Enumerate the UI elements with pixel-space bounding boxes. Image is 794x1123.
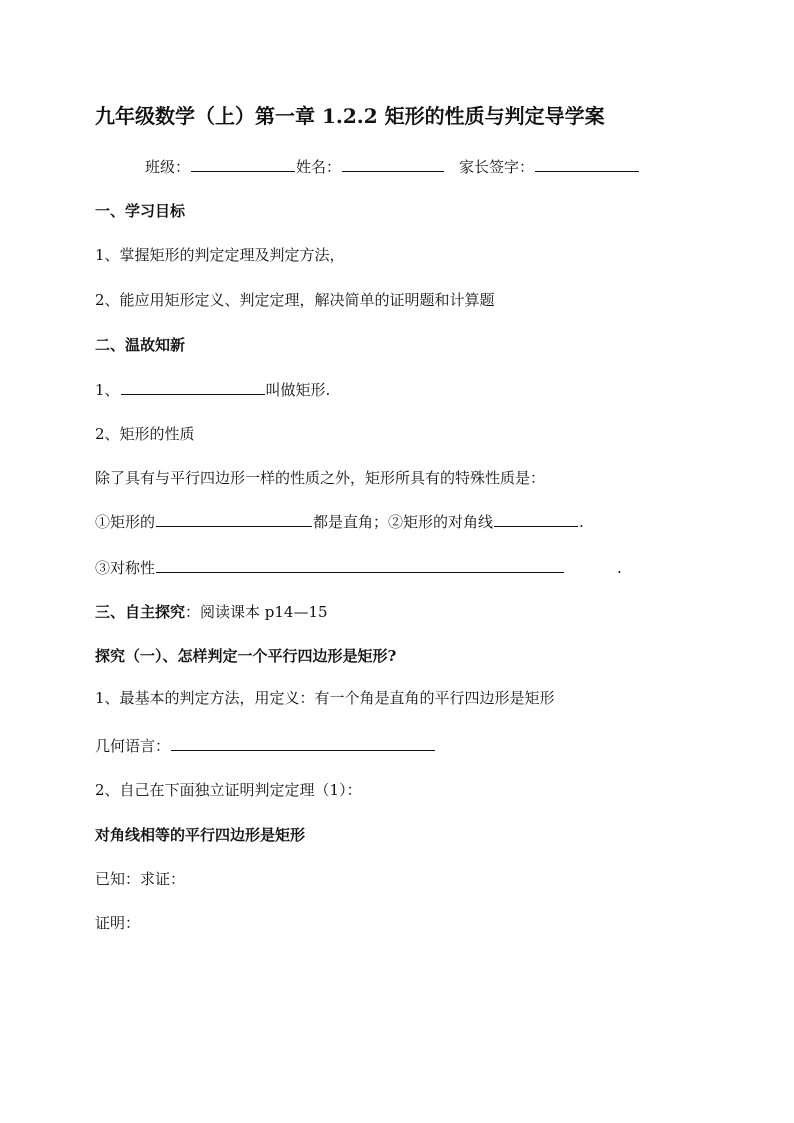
q1-prefix: 1、	[95, 381, 120, 399]
explore-item-2: 2、自己在下面独立证明判定定理（1）：	[95, 781, 362, 799]
parent-signature-blank[interactable]	[535, 157, 639, 172]
class-label: 班级：	[145, 158, 191, 176]
section-3-reading: ：阅读课本 p14—15	[185, 603, 328, 621]
geometry-language-blank[interactable]	[171, 736, 435, 751]
q1-blank[interactable]	[121, 380, 265, 395]
q1-suffix: 叫做矩形.	[265, 381, 331, 399]
section-3-title: 三、自主探究	[95, 603, 186, 621]
section-3-heading	[95, 602, 328, 622]
property-1-text: ①矩形的	[95, 513, 156, 531]
property-3-blank[interactable]	[156, 558, 564, 573]
property-3-text: ③对称性	[95, 559, 156, 577]
objective-2: 2、能应用矩形定义、判定定理，解决简单的证明题和计算题	[95, 291, 495, 309]
property-1-blank[interactable]	[156, 512, 312, 527]
explore-1-heading: 探究（一）、怎样判定一个平行四边形是矩形?	[95, 647, 397, 665]
proof-label: 证明：	[95, 914, 141, 932]
property-2-end: .	[579, 513, 584, 531]
student-info-row	[145, 157, 640, 177]
class-blank[interactable]	[191, 157, 295, 172]
section-2-heading: 二、温故知新	[95, 336, 186, 354]
review-question-2: 2、矩形的性质	[95, 425, 195, 443]
properties-intro: 除了具有与平行四边形一样的性质之外，矩形所具有的特殊性质是：	[95, 469, 546, 487]
given-prove-label: 已知：求证：	[95, 870, 186, 888]
name-blank[interactable]	[342, 157, 444, 172]
objective-1: 1、掌握矩形的判定定理及判定方法，	[95, 246, 345, 264]
property-3-end: .	[617, 559, 622, 577]
property-2-text: 都是直角；②矩形的对角线	[313, 513, 494, 531]
theorem-statement: 对角线相等的平行四边形是矩形	[95, 826, 306, 844]
parent-signature-label: 家长签字：	[459, 158, 535, 176]
explore-item-1: 1、最基本的判定方法，用定义：有一个角是直角的平行四边形是矩形	[95, 689, 555, 707]
geometry-language-label: 几何语言：	[95, 737, 171, 755]
property-row-1	[95, 512, 584, 532]
property-2-blank[interactable]	[494, 512, 578, 527]
page-title: 九年级数学（上）第一章 1.2.2 矩形的性质与判定导学案	[95, 104, 605, 128]
geometry-language-row	[95, 736, 436, 756]
property-row-3	[95, 558, 622, 578]
review-question-1	[95, 380, 330, 400]
section-1-heading: 一、学习目标	[95, 202, 186, 220]
name-label: 姓名：	[296, 158, 342, 176]
